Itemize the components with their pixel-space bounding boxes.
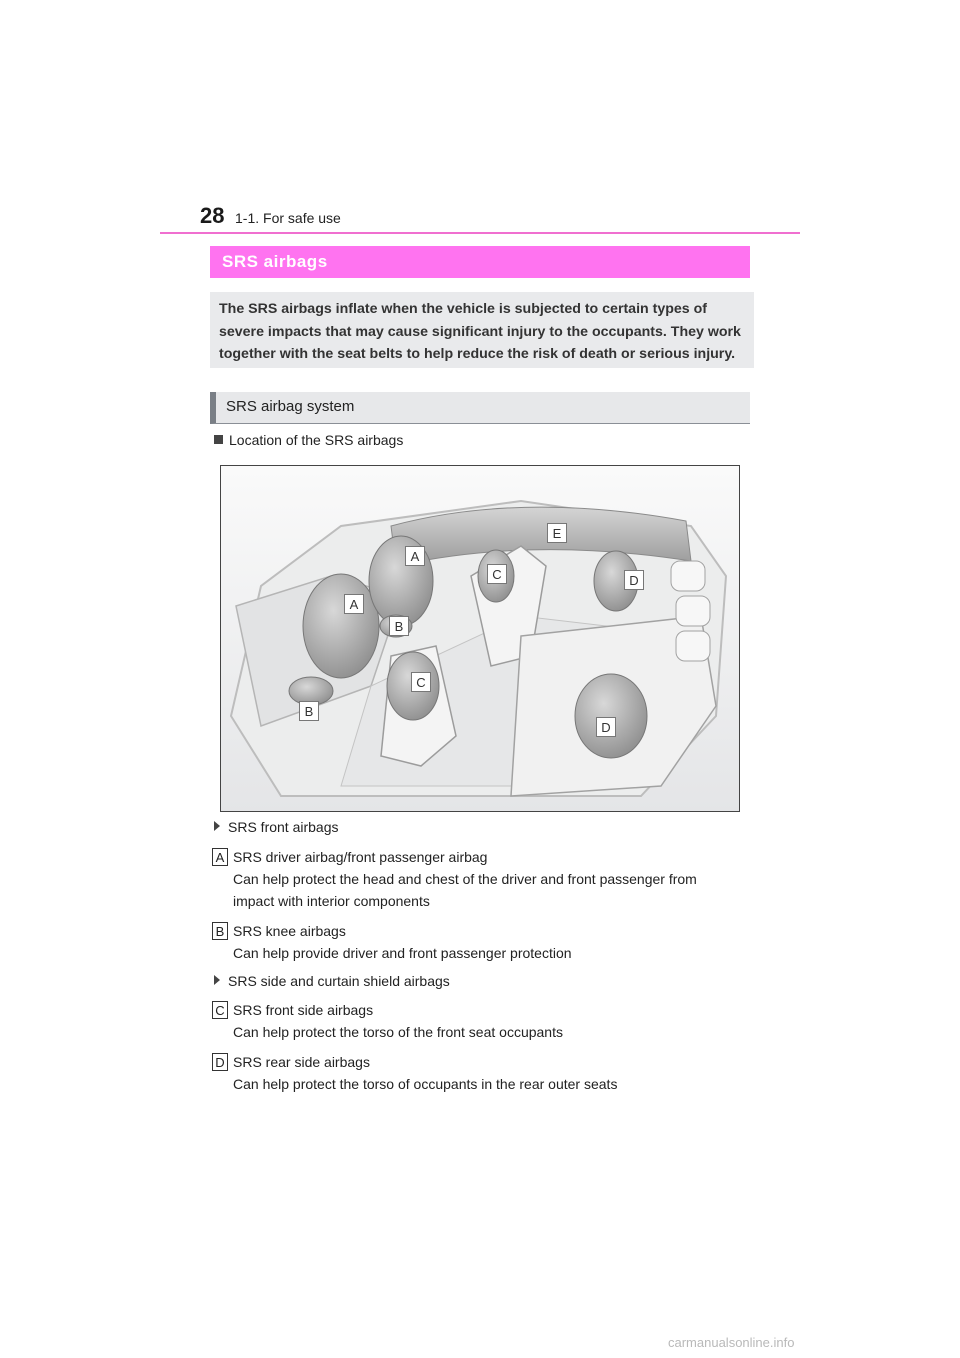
- item-b-title: SRS knee airbags: [233, 923, 346, 939]
- item-a-title: SRS driver airbag/front passenger airbag: [233, 849, 488, 865]
- page-title: SRS airbags: [222, 252, 328, 271]
- item-d-title: SRS rear side airbags: [233, 1054, 370, 1070]
- group-front-airbags-text: SRS front airbags: [228, 819, 339, 835]
- intro-box: [210, 292, 754, 368]
- figure-label-c-upper: C: [487, 564, 507, 584]
- item-b-desc: Can help provide driver and front passenger protection: [233, 945, 572, 961]
- item-c-title: SRS front side airbags: [233, 1002, 374, 1018]
- section-label: 1-1. For safe use: [235, 210, 341, 226]
- group-side-curtain-airbags-text: SRS side and curtain shield airbags: [228, 973, 450, 989]
- item-c-desc: Can help protect the torso of the front seat occupants: [233, 1024, 563, 1040]
- item-a-desc-line1: Can help protect the head and chest of the driver and front passenger from: [233, 871, 697, 887]
- figure-label-d-lower: D: [596, 717, 616, 737]
- group-front-airbags: [214, 816, 339, 838]
- intro-text: The SRS airbags inflate when the vehicle is subjected to certain types of severe impacts that may cause significant injury to the occupants. They work together with the seat belts to help reduce the risk of death or serious injury.: [219, 301, 741, 362]
- airbag-location-figure: [220, 465, 740, 812]
- badge-b: B: [212, 922, 228, 940]
- watermark: carmanualsonline.info: [668, 1335, 795, 1350]
- figure-label-b-upper: B: [389, 616, 409, 636]
- triangle-bullet-icon: [214, 821, 220, 831]
- item-a-desc-line2: impact with interior components: [233, 893, 430, 909]
- header-divider: [160, 232, 800, 234]
- figure-label-a-upper: A: [405, 546, 425, 566]
- figure-label-d-upper: D: [624, 570, 644, 590]
- figure-label-a-lower: A: [344, 594, 364, 614]
- subsection-title: SRS airbag system: [226, 398, 355, 415]
- badge-c: C: [212, 1001, 228, 1019]
- square-bullet-icon: [214, 435, 223, 444]
- item-d-desc: Can help protect the torso of occupants in the rear outer seats: [233, 1076, 618, 1092]
- car-interior-illustration: [221, 466, 740, 812]
- badge-a: A: [212, 848, 228, 866]
- figure-label-c-lower: C: [411, 672, 431, 692]
- badge-d: D: [212, 1053, 228, 1071]
- group-side-curtain-airbags: [214, 970, 450, 992]
- location-heading: [214, 432, 403, 448]
- location-heading-text: Location of the SRS airbags: [229, 432, 404, 448]
- figure-label-e: E: [547, 523, 567, 543]
- page-number: 28: [200, 203, 225, 228]
- triangle-bullet-icon: [214, 975, 220, 985]
- title-bar: [210, 246, 750, 278]
- figure-label-b-lower: B: [299, 701, 319, 721]
- subsection-bar: [210, 392, 750, 424]
